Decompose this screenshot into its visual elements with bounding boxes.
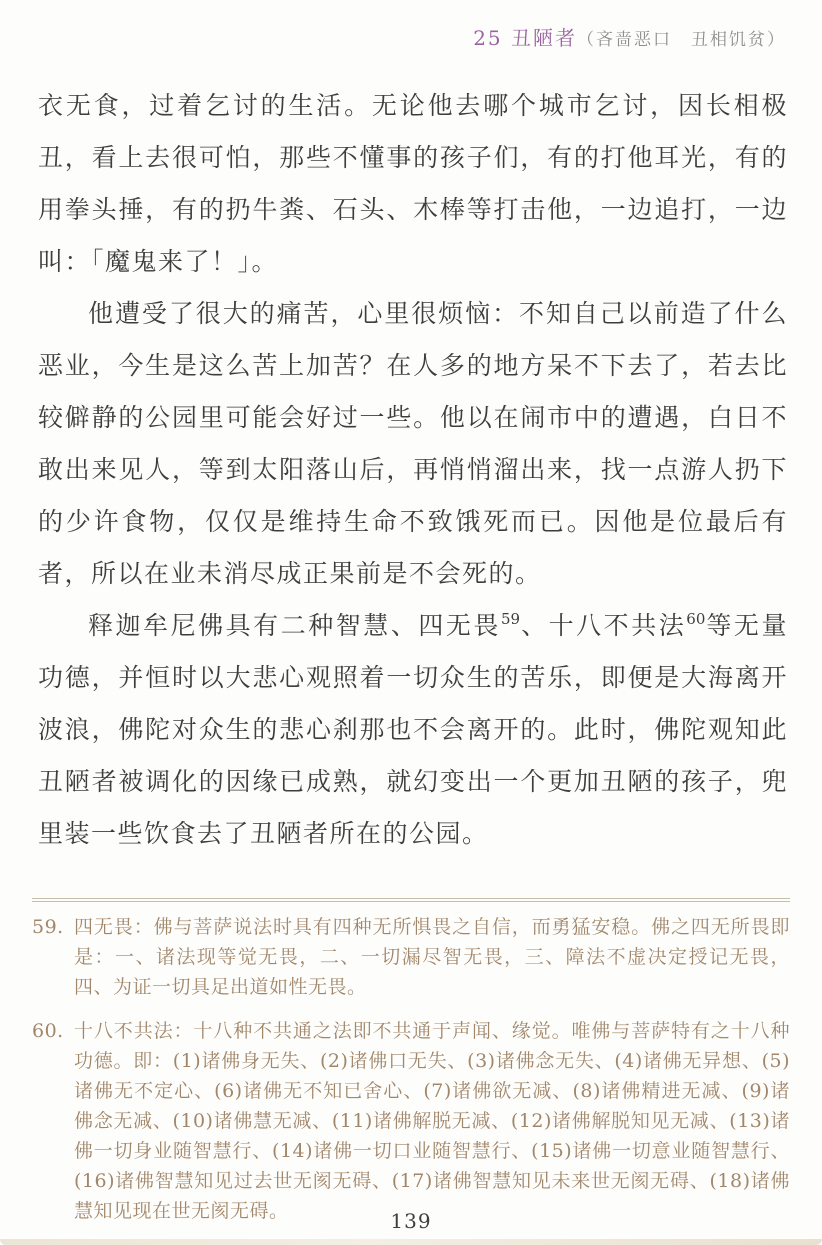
footnote-section <box>32 898 790 1226</box>
footnote-text: 十八不共法：十八种不共通之法即不共通于声闻、缘觉。唯佛与菩萨特有之十八种功德。即：(1)诸佛身无失、(2)诸佛口无失、(3)诸佛念无失、(4)诸佛无异想、(5)诸佛无不定心、(6)诸佛无不知已舍心、(7)诸佛欲无减、(8)诸佛精进无减、(9)诸佛念无减、(10)诸佛慧无减、(11)诸佛解脱无减、(12)诸佛解脱知见无减、(13)诸佛一切身业随智慧行、(14)诸佛一切口业随智慧行、(15)诸佛一切意业随智慧行、(16)诸佛智慧知见过去世无阂无碍、(17)诸佛智慧知见未来世无阂无碍、(18)诸佛慧知见现在世无阂无碍。 <box>74 1020 790 1222</box>
body-paragraph-3: 释迦牟尼佛具有二种智慧、四无畏$^{59}$、十八不共法$^{60}$等无量功德，并恒时以大悲心观照着一切众生的苦乐，即便是大海离开波浪，佛陀对众生的悲心刹那也不会离开的。此时，佛陀观知此丑陋者被调化的因缘已成熟，就幻变出一个更加丑陋的孩子，兜里装一些饮食去了丑陋者所在的公园。 <box>38 610 788 848</box>
chapter-subtitle: （吝啬恶口 丑相饥贫） <box>577 30 786 50</box>
footnote-reference: 60 <box>686 610 706 628</box>
body-paragraph-2: 他遭受了很大的痛苦，心里很烦恼：不知自己以前造了什么恶业，今生是这么苦上加苦？在人多的地方呆不下去了，若去比较僻静的公园里可能会好过一些。他以在闹市中的遭遇，白日不敢出来见人，等到太阳落山后，再悄悄溜出来，找一点游人扔下的少许食物，仅仅是维持生命不致饿死而已。因他是位最后有者，所以在业未消尽成正果前是不会死的。 <box>38 299 788 588</box>
footnote-marker: 59. <box>32 916 64 938</box>
footnote-text: 四无畏：佛与菩萨说法时具有四种无所惧畏之自信，而勇猛安稳。佛之四无所畏即是：一、诸法现等觉无畏，二、一切漏尽智无畏，三、障法不虚决定授记无畏，四、为证一切具足出道如性无畏。 <box>74 916 790 998</box>
footnote-60 <box>32 1016 790 1226</box>
footnote-marker: 60. <box>32 1020 64 1042</box>
footnote-divider <box>32 898 790 902</box>
page-number: 139 <box>390 1209 432 1233</box>
footnote-59 <box>32 912 790 1002</box>
body-paragraph-1: 衣无食，过着乞讨的生活。无论他去哪个城市乞讨，因长相极丑，看上去很可怕，那些不懂事的孩子们，有的打他耳光，有的用拳头捶，有的扔牛粪、石头、木棒等打击他，一边追打，一边叫：「魔鬼来了！」。 <box>38 91 788 276</box>
chapter-title: 25 丑陋者 <box>473 26 577 50</box>
page-bottom-edge <box>0 1239 822 1245</box>
running-head <box>473 22 786 51</box>
footnote-reference: 59 <box>500 610 521 628</box>
body-text <box>38 80 788 860</box>
